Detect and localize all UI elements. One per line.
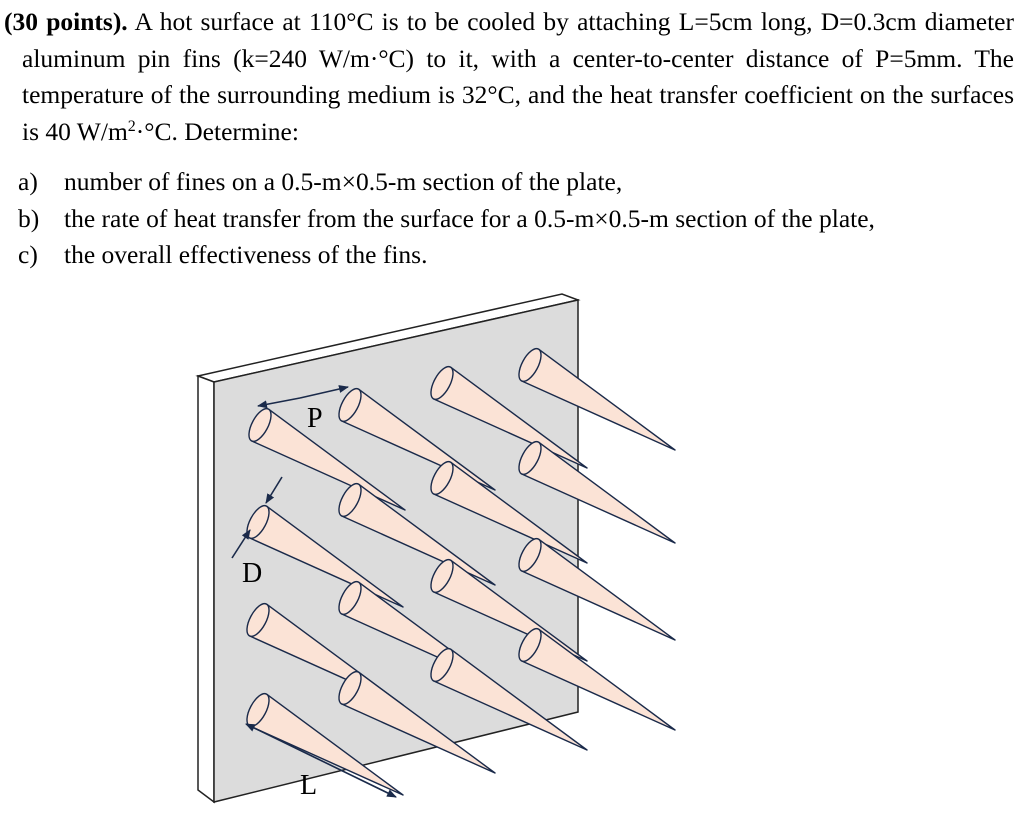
intro-text: A hot surface at 110°C is to be cooled by attaching L=5cm long, D=0.3cm diameter aluminum pin fins (k=240 W/m·°C) to it, with a center-to-center distance of P=5mm. The temperature of the surrounding medium is 32°C, and the heat transfer coefficient on the surfaces is 40 W/m — [22, 7, 1014, 146]
intro-text-end: ·°C. Determine: — [135, 116, 299, 146]
problem-statement — [4, 4, 1014, 274]
problem-intro — [4, 4, 1014, 150]
part-text: number of fines on a 0.5-m×0.5-m section of the plate, — [64, 167, 623, 196]
plate-side — [198, 376, 214, 802]
part-label: b) — [18, 203, 40, 233]
question-part-c — [18, 237, 1014, 274]
part-label: c) — [18, 240, 38, 269]
points-label: (30 points). — [4, 7, 128, 36]
part-text: the overall effectiveness of the fins. — [64, 240, 428, 269]
question-parts — [4, 164, 1014, 274]
question-part-b — [18, 201, 1014, 238]
intro-superscript: 2 — [127, 117, 136, 135]
p-label: P — [307, 403, 323, 434]
pin-fin-diagram — [0, 290, 1024, 816]
pin-fin-figure — [0, 290, 1024, 816]
part-label: a) — [18, 167, 38, 196]
question-part-a — [18, 164, 1014, 201]
l-label: L — [300, 770, 318, 801]
part-text: the rate of heat transfer from the surface for a 0.5-m×0.5-m section of the plate, — [64, 203, 875, 233]
d-label: D — [242, 558, 263, 589]
